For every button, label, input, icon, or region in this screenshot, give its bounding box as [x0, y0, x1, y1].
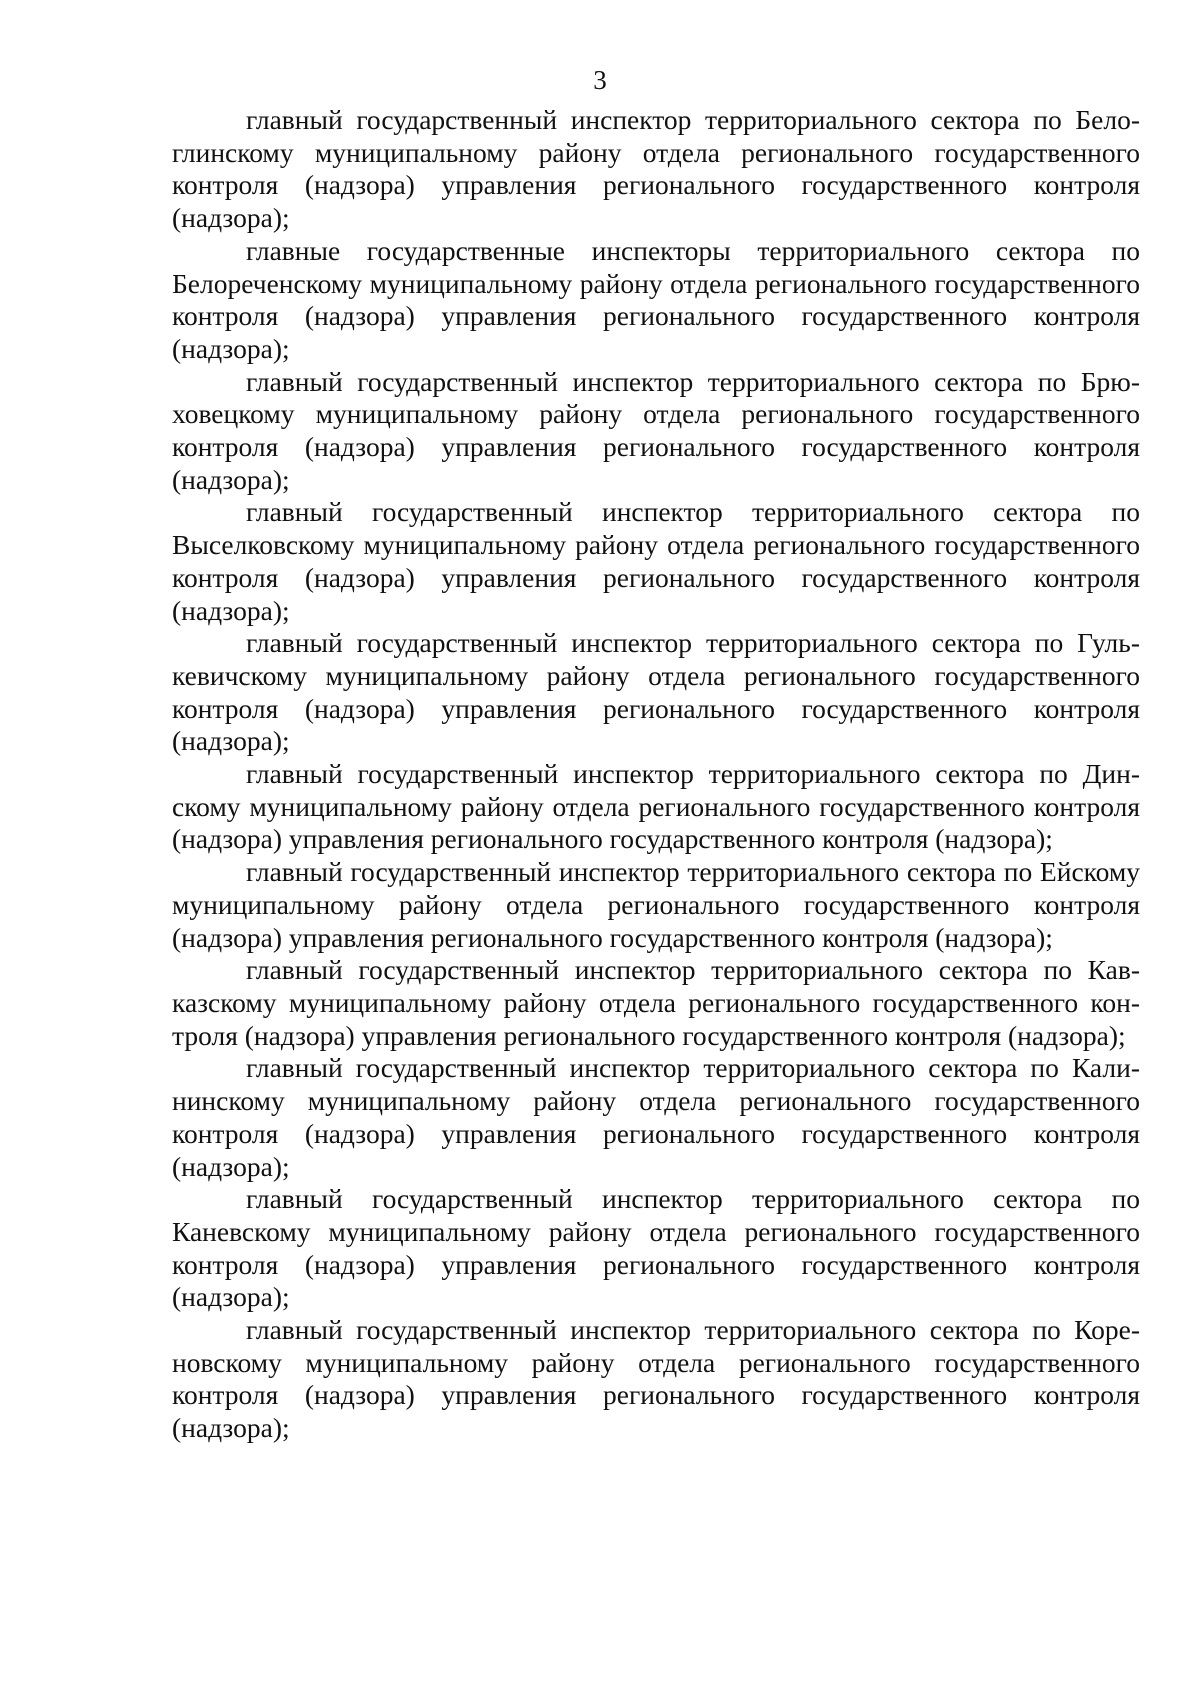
paragraph-belorechensky: главные государственные инспекторы территориального сектора по Белореченскому муниципальному району отдела регионального государственного контроля (надзора) управления регионального государственного контроля (надзора); — [172, 234, 1140, 364]
paragraph-kalininsky: главный государственный инспектор территориального сектора по Калининскому муниципальному району отдела регионального государственного контроля (надзора) управления регионального государственного контроля (надзора); — [172, 1052, 1140, 1182]
paragraph-dinskoy: главный государственный инспектор территориального сектора по Динскому муниципальному району отдела регионального государственного контроля (надзора) управления регионального государственного контроля (надзора); — [172, 758, 1140, 855]
paragraph-vyselkovsky: главный государственный инспектор территориального сектора по Выселковскому муниципальному району отдела регионального государственного контроля (надзора) управления регионального государственного контроля (надзора); — [172, 496, 1140, 626]
paragraph-korenovsky: главный государственный инспектор территориального сектора по Кореновскому муниципальному району отдела регионального государственного контроля (надзора) управления регионального государственного контроля (надзора); — [172, 1314, 1140, 1444]
document-body — [172, 104, 1140, 1445]
page-number: 3 — [593, 65, 607, 95]
paragraph-kavkazsky: главный государственный инспектор территориального сектора по Кавказскому муниципальному району отдела регионального государственного контроля (надзора) управления регионального государственного контроля (надзора); — [172, 954, 1140, 1051]
paragraph-bryukhovetsky: главный государственный инспектор территориального сектора по Брюховецкому муниципальному району отдела регионального государственного контроля (надзора) управления регионального государственного контроля (надзора); — [172, 365, 1140, 495]
paragraph-yeysky: главный государственный инспектор территориального сектора по Ейскому муниципальному району отдела регионального государственного контроля (надзора) управления регионального государственного контроля (надзора); — [172, 856, 1140, 953]
paragraph-kanevskoy: главный государственный инспектор территориального сектора по Каневскому муниципальному району отдела регионального государственного контроля (надзора) управления регионального государственного контроля (надзора); — [172, 1183, 1140, 1313]
paragraph-gulkevichsky: главный государственный инспектор территориального сектора по Гулькевичскому муниципальному району отдела регионального государственного контроля (надзора) управления регионального государственного контроля (надзора); — [172, 627, 1140, 757]
paragraph-beloglinsky: главный государственный инспектор территориального сектора по Белоглинскому муниципальному району отдела регионального государственного контроля (надзора) управления регионального государственного контроля (надзора); — [172, 104, 1140, 234]
